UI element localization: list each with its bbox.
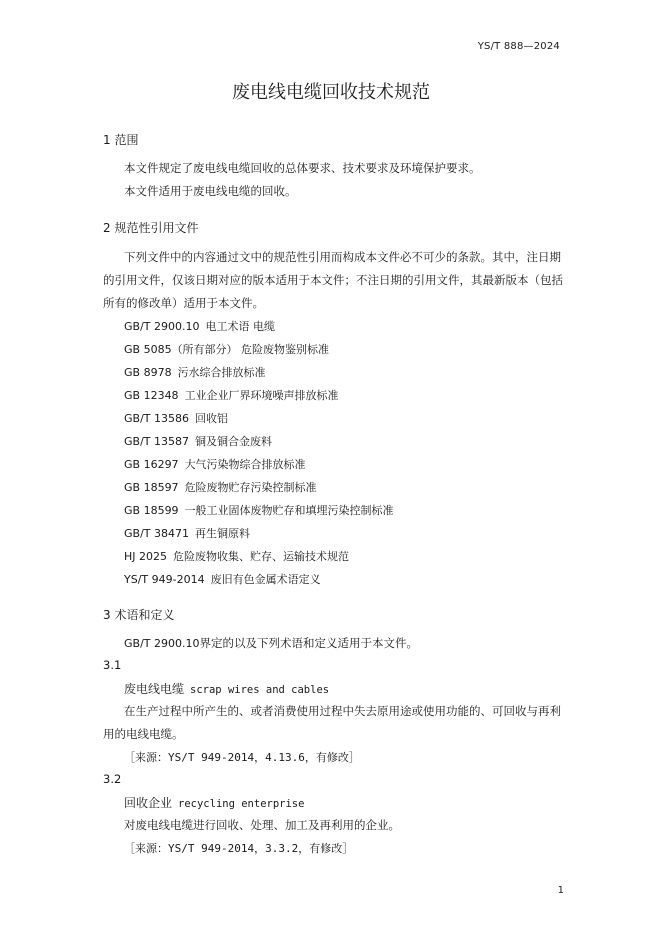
reference-title: 再生铜原料 bbox=[195, 527, 250, 540]
reference-code: HJ 2025 bbox=[124, 550, 168, 563]
section-2-intro-line: 所有的修改单）适用于本文件。 bbox=[103, 296, 264, 310]
reference-title: 铜及铜合金废料 bbox=[195, 435, 272, 448]
clause-number: 3.2 bbox=[103, 772, 122, 786]
section-1-line: 本文件规定了废电线电缆回收的总体要求、技术要求及环境保护要求。 bbox=[124, 161, 481, 175]
reference-item bbox=[124, 456, 306, 472]
reference-title: 危险废物收集、贮存、运输技术规范 bbox=[173, 550, 350, 563]
section-2-intro-line: 的引用文件，仅该日期对应的版本适用于本文件；不注日期的引用文件，其最新版本（包括 bbox=[103, 273, 563, 287]
reference-title: 回收铝 bbox=[195, 412, 228, 425]
term-entry bbox=[124, 680, 329, 697]
reference-title: 危险废物贮存污染控制标准 bbox=[184, 481, 317, 494]
clause-number: 3.1 bbox=[103, 658, 122, 672]
section-1-line: 本文件适用于废电线电缆的回收。 bbox=[124, 184, 297, 198]
term-definition-line: 用的电线电缆。 bbox=[103, 727, 184, 741]
reference-title: 大气污染物综合排放标准 bbox=[184, 458, 306, 471]
reference-item bbox=[124, 479, 317, 495]
reference-item bbox=[124, 318, 275, 334]
term-source: ［来源：YS/T 949-2014，4.13.6，有修改］ bbox=[124, 751, 360, 764]
section-3-heading: 3 术语和定义 bbox=[103, 608, 175, 622]
reference-item bbox=[124, 502, 394, 518]
reference-code: GB 16297 bbox=[124, 458, 179, 471]
standard-code: YS/T 888—2024 bbox=[477, 41, 560, 52]
reference-title: 废旧有色金属术语定义 bbox=[210, 573, 321, 586]
reference-code: GB/T 13587 bbox=[124, 435, 189, 448]
reference-code: GB 8978 bbox=[124, 366, 172, 379]
reference-item bbox=[124, 433, 272, 449]
section-2-heading: 2 规范性引用文件 bbox=[103, 221, 199, 235]
page-number: 1 bbox=[557, 885, 564, 896]
section-3-intro-text: 界定的以及下列术语和定义适用于本文件。 bbox=[199, 636, 418, 650]
reference-title: 电工术语 电缆 bbox=[205, 320, 275, 333]
reference-item bbox=[124, 410, 228, 426]
reference-item bbox=[124, 387, 339, 403]
reference-title: 工业企业厂界环境噪声排放标准 bbox=[184, 389, 339, 402]
term-entry bbox=[124, 794, 304, 811]
reference-item bbox=[124, 364, 266, 380]
term-zh: 回收企业 bbox=[124, 796, 173, 810]
term-source: ［来源：YS/T 949-2014，3.3.2，有修改］ bbox=[124, 842, 354, 855]
reference-item bbox=[124, 341, 329, 357]
section-2-intro-line: 下列文件中的内容通过文中的规范性引用而构成本文件必不可少的条款。其中，注日期 bbox=[124, 250, 561, 264]
reference-code: GB/T 2900.10 bbox=[124, 320, 200, 333]
reference-title: （所有部分） 危险废物鉴别标准 bbox=[171, 343, 330, 356]
term-definition-line: 在生产过程中所产生的、或者消费使用过程中失去原用途或使用功能的、可回收与再利 bbox=[124, 704, 561, 718]
reference-item bbox=[124, 525, 250, 541]
reference-code: GB 12348 bbox=[124, 389, 179, 402]
reference-code: GB 18599 bbox=[124, 504, 179, 517]
reference-item bbox=[124, 548, 349, 564]
reference-code: GB/T 13586 bbox=[124, 412, 189, 425]
reference-code: GB 5085 bbox=[124, 343, 172, 356]
document-title: 废电线电缆回收技术规范 bbox=[232, 82, 430, 103]
reference-title: 一般工业固体废物贮存和填埋污染控制标准 bbox=[184, 504, 394, 517]
term-en: recycling enterprise bbox=[178, 798, 305, 810]
term-definition-line: 对废电线电缆进行回收、处理、加工及再利用的企业。 bbox=[124, 818, 400, 832]
reference-title: 污水综合排放标准 bbox=[177, 366, 266, 379]
section-1-heading: 1 范围 bbox=[103, 133, 139, 147]
term-zh: 废电线电缆 bbox=[124, 682, 185, 696]
reference-item bbox=[124, 571, 321, 587]
reference-code: GB 18597 bbox=[124, 481, 179, 494]
section-3-intro bbox=[124, 635, 418, 651]
reference-code: YS/T 949-2014 bbox=[124, 573, 205, 586]
section-3-intro-code: GB/T 2900.10 bbox=[124, 637, 200, 650]
reference-code: GB/T 38471 bbox=[124, 527, 189, 540]
term-en: scrap wires and cables bbox=[190, 684, 330, 696]
